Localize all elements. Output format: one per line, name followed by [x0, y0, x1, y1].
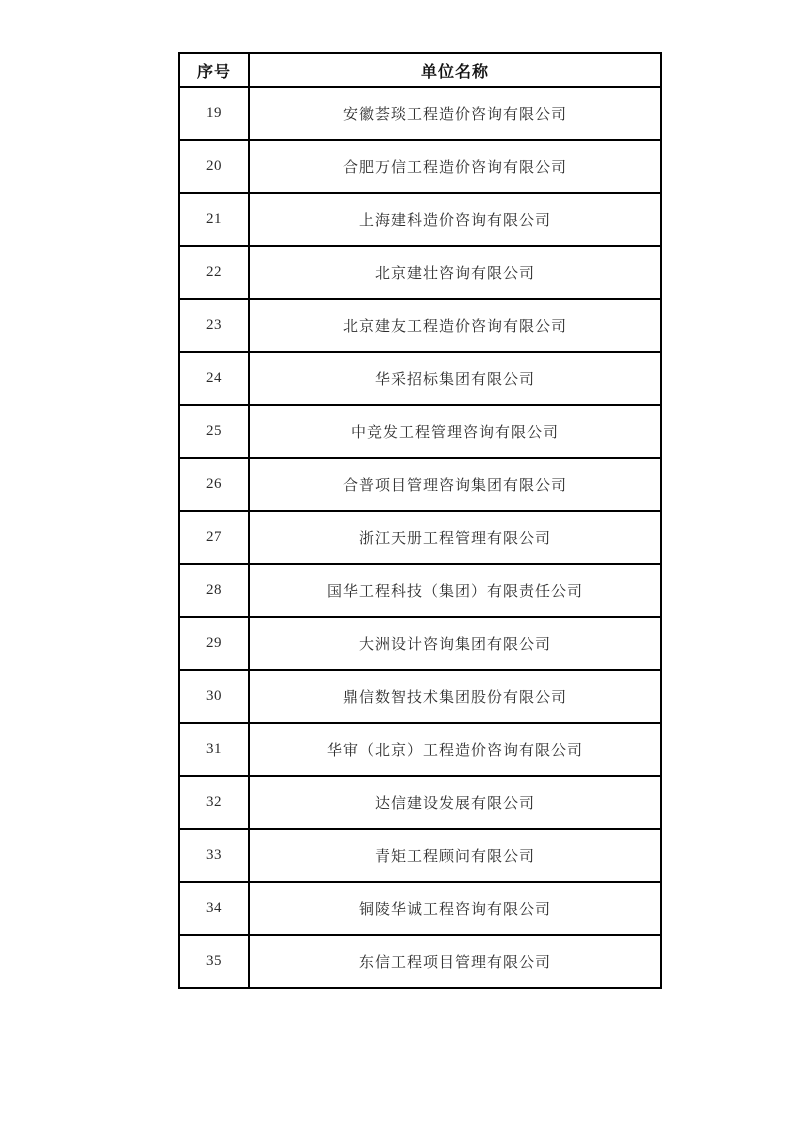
table-row: [179, 829, 661, 882]
company-name-cell: 华采招标集团有限公司: [249, 352, 661, 405]
company-name-cell: 北京建友工程造价咨询有限公司: [249, 299, 661, 352]
company-table: [178, 52, 662, 989]
company-name-cell: 上海建科造价咨询有限公司: [249, 193, 661, 246]
table-row: [179, 617, 661, 670]
company-name-cell: 国华工程科技（集团）有限责任公司: [249, 564, 661, 617]
company-name-cell: 青矩工程顾问有限公司: [249, 829, 661, 882]
row-number-cell: 32: [179, 776, 249, 829]
row-number-cell: 26: [179, 458, 249, 511]
row-number-cell: 31: [179, 723, 249, 776]
row-number-cell: 24: [179, 352, 249, 405]
table-row: [179, 246, 661, 299]
header-cell-unit-name: 单位名称: [249, 53, 661, 87]
company-name-cell: 安徽荟琰工程造价咨询有限公司: [249, 87, 661, 140]
company-name-cell: 北京建壮咨询有限公司: [249, 246, 661, 299]
row-number-cell: 23: [179, 299, 249, 352]
table-row: [179, 564, 661, 617]
row-number-cell: 21: [179, 193, 249, 246]
row-number-cell: 22: [179, 246, 249, 299]
row-number-cell: 25: [179, 405, 249, 458]
company-name-cell: 合普项目管理咨询集团有限公司: [249, 458, 661, 511]
row-number-cell: 33: [179, 829, 249, 882]
table-row: [179, 511, 661, 564]
table-row: [179, 405, 661, 458]
company-table-header: [179, 53, 661, 87]
company-name-cell: 中竞发工程管理咨询有限公司: [249, 405, 661, 458]
table-row: [179, 882, 661, 935]
table-row: [179, 140, 661, 193]
row-number-cell: 34: [179, 882, 249, 935]
row-number-cell: 35: [179, 935, 249, 988]
table-row: [179, 458, 661, 511]
row-number-cell: 30: [179, 670, 249, 723]
header-cell-serial-number: 序号: [179, 53, 249, 87]
table-row: [179, 670, 661, 723]
row-number-cell: 29: [179, 617, 249, 670]
table-row: [179, 935, 661, 988]
company-table-body: [179, 87, 661, 988]
row-number-cell: 28: [179, 564, 249, 617]
row-number-cell: 20: [179, 140, 249, 193]
table-row: [179, 299, 661, 352]
header-row: [179, 53, 661, 87]
table-row: [179, 776, 661, 829]
company-name-cell: 铜陵华诚工程咨询有限公司: [249, 882, 661, 935]
table-row: [179, 352, 661, 405]
company-name-cell: 达信建设发展有限公司: [249, 776, 661, 829]
company-name-cell: 浙江天册工程管理有限公司: [249, 511, 661, 564]
company-name-cell: 东信工程项目管理有限公司: [249, 935, 661, 988]
row-number-cell: 27: [179, 511, 249, 564]
table-row: [179, 193, 661, 246]
table-row: [179, 87, 661, 140]
company-name-cell: 华审（北京）工程造价咨询有限公司: [249, 723, 661, 776]
company-name-cell: 合肥万信工程造价咨询有限公司: [249, 140, 661, 193]
row-number-cell: 19: [179, 87, 249, 140]
table-row: [179, 723, 661, 776]
company-name-cell: 大洲设计咨询集团有限公司: [249, 617, 661, 670]
company-name-cell: 鼎信数智技术集团股份有限公司: [249, 670, 661, 723]
